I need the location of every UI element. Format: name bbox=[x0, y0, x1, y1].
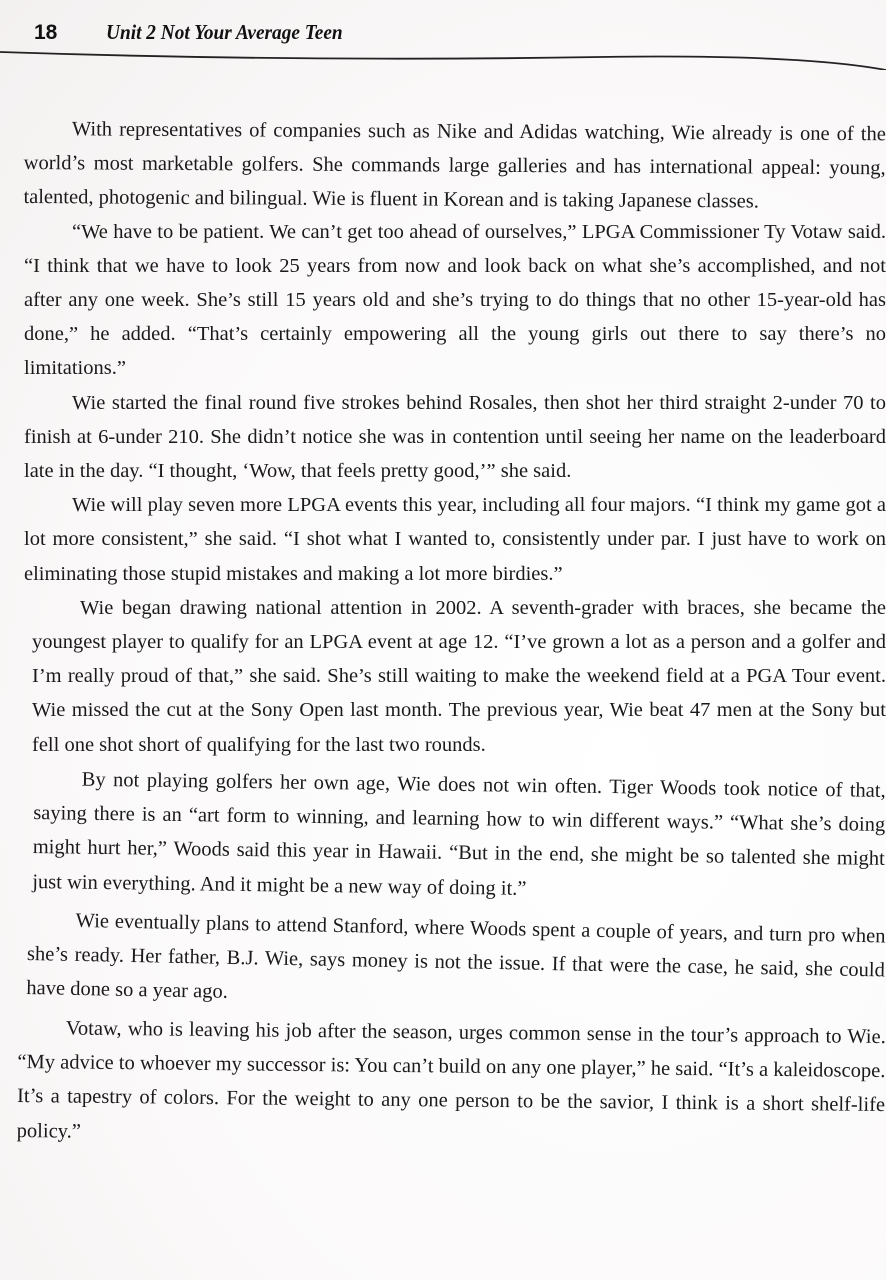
paragraph: “We have to be patient. We can’t get too ahead of ourselves,” LPGA Commissioner Ty Votaw said. “I think that we have to look 25 years from now and look back on what she’s accomplished, and not after any one week. She’s still 15 years old and she’s trying to do things that no other 15-year-old has done,” he added. “That’s certainly empowering all the young girls out there to say there’s no limitations.” bbox=[24, 220, 886, 380]
paragraph: By not playing golfers her own age, Wie does not win often. Tiger Woods took notice of that, saying there is an “art form to winning, and learning how to win different ways.” “What she’s doing might hurt her,” Woods said this year in Hawaii. “But in the end, she might be so talented she might just win everything. And it might be a new way of doing it.” bbox=[32, 768, 886, 900]
article-body bbox=[16, 112, 886, 1148]
header-rule bbox=[0, 40, 886, 70]
paragraph: With representatives of companies such as Nike and Adidas watching, Wie already is one of the world’s most marketable golfers. She commands large galleries and has international appeal: young, talented, photogenic and bilingual. Wie is fluent in Korean and is taking Japanese classes. bbox=[23, 118, 886, 213]
paragraph: Wie started the final round five strokes behind Rosales, then shot her third straight 2-under 70 to finish at 6-under 210. She didn’t notice she was in contention until seeing her name on the leaderboard late in the day. “I thought, ‘Wow, that feels pretty good,’” she said. bbox=[24, 391, 886, 483]
unit-title: Unit 2 Not Your Average Teen bbox=[106, 20, 343, 44]
paragraph: Wie began drawing national attention in 2002. A seventh-grader with braces, she became the youngest player to qualify for an LPGA event at age 12. “I’ve grown a lot as a person and a golfer and I’m really proud of that,” she said. She’s still waiting to make the weekend field at a PGA Tour event. Wie missed the cut at the Sony Open last month. The previous year, Wie beat 47 men at the Sony but fell one shot short of qualifying for the last two rounds. bbox=[32, 596, 886, 756]
paragraph: Wie eventually plans to attend Stanford, where Woods spent a couple of years, and turn pro when she’s ready. Her father, B.J. Wie, says money is not the issue. If that were the case, he said, she could have done so a year ago. bbox=[26, 909, 886, 1003]
paragraph: Votaw, who is leaving his job after the season, urges common sense in the tour’s approach to Wie. “My advice to whoever my successor is: You can’t build on any one player,” he said. “It’s a kaleidoscope. It’s a tapestry of colors. For the weight to any one person to be the savior, I think is a short shelf-life policy.” bbox=[16, 1017, 886, 1143]
page-number: 18 bbox=[34, 21, 58, 44]
paragraph: Wie will play seven more LPGA events this year, including all four majors. “I think my game got a lot more consistent,” she said. “I shot what I wanted to, consistently under par. I just have to work on eliminating those stupid mistakes and making a lot more birdies.” bbox=[24, 494, 886, 585]
